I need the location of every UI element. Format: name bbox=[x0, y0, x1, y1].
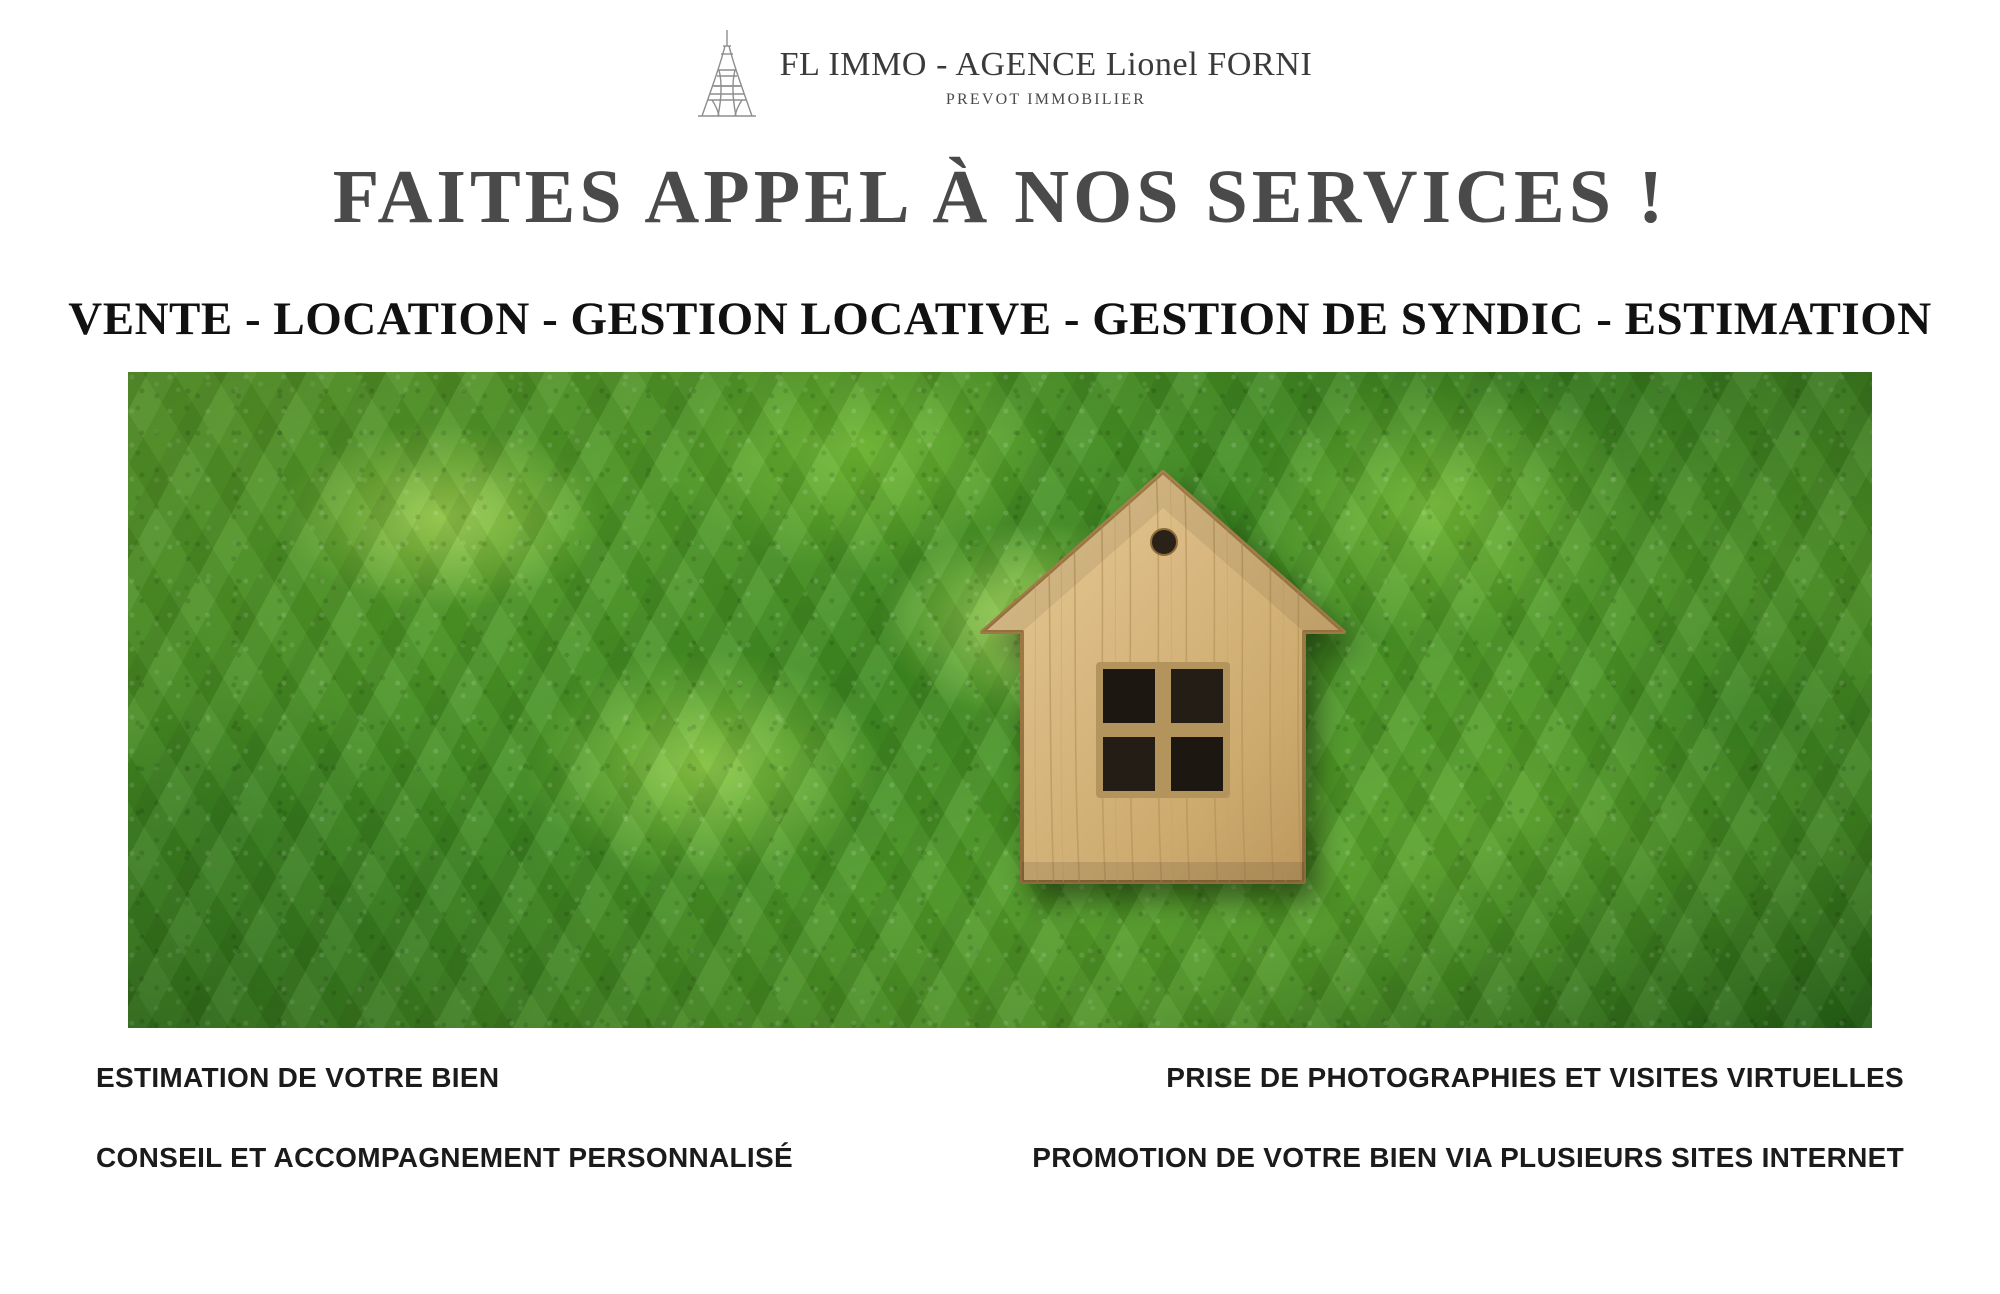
eiffel-tower-icon bbox=[688, 26, 766, 122]
brand-name: FL IMMO - AGENCE Lionel FORNI bbox=[779, 45, 1313, 83]
services-column-right bbox=[1032, 1062, 1904, 1174]
brand-tagline: PREVOT IMMOBILIER bbox=[945, 90, 1147, 108]
service-item: ESTIMATION DE VOTRE BIEN bbox=[96, 1062, 500, 1093]
services-column-left bbox=[96, 1062, 793, 1174]
service-item: PRISE DE PHOTOGRAPHIES ET VISITES VIRTUELLES bbox=[1166, 1062, 1904, 1093]
hero-image bbox=[128, 372, 1872, 1028]
page-subtitle: VENTE - LOCATION - GESTION LOCATIVE - GESTION DE SYNDIC - ESTIMATION bbox=[68, 292, 1932, 345]
service-item: CONSEIL ET ACCOMPAGNEMENT PERSONNALISÉ bbox=[96, 1142, 793, 1173]
brand-text-block bbox=[780, 46, 1313, 109]
brand-logo-row bbox=[688, 26, 1313, 122]
services-list bbox=[0, 1062, 2000, 1174]
wooden-house-icon bbox=[968, 464, 1358, 894]
page-title: FAITES APPEL À NOS SERVICES ! bbox=[332, 155, 1668, 239]
brand-header bbox=[0, 0, 2000, 122]
service-item: PROMOTION DE VOTRE BIEN VIA PLUSIEURS SITES INTERNET bbox=[1032, 1142, 1904, 1173]
